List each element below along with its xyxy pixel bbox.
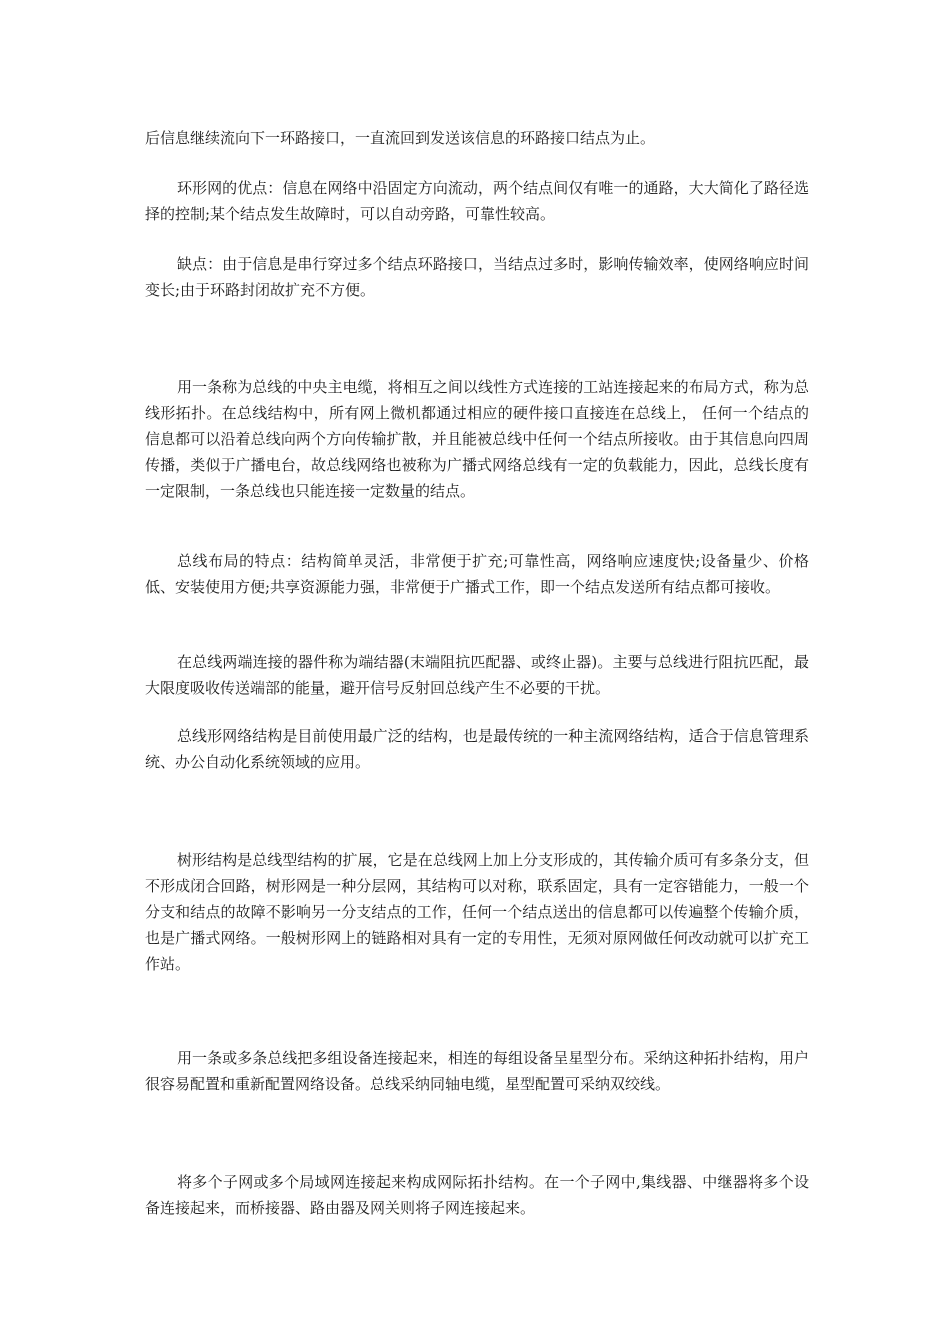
paragraph-bus-usage: 总线形网络结构是目前使用最广泛的结构，也是最传统的一种主流网络结构，适合于信息管理系统、办公自动化系统领域的应用。 bbox=[145, 727, 809, 771]
paragraph-ring-disadvantages: 缺点：由于信息是串行穿过多个结点环路接口，当结点过多时，影响传输效率，使网络响应时间变长;由于环路封闭故扩充不方便。 bbox=[145, 255, 809, 299]
paragraph-tree-topology: 树形结构是总线型结构的扩展，它是在总线网上加上分支形成的，其传输介质可有多条分支，但不形成闭合回路，树形网是一种分层网，其结构可以对称，联系固定，具有一定容错能力，一般一个分支和结点的故障不影响另一分支结点的工作，任何一个结点送出的信息都可以传遍整个传输介质，也是广播式网络。一般树形网上的链路相对具有一定的专用性，无须对原网做任何改动就可以扩充工作站。 bbox=[145, 851, 809, 973]
paragraph-ring-continuation: 后信息继续流向下一环路接口，一直流回到发送该信息的环路接口结点为止。 bbox=[145, 129, 656, 147]
paragraph-bus-features: 总线布局的特点：结构简单灵活，非常便于扩充;可靠性高，网络响应速度快;设备量少、价格低、安装使用方便;共享资源能力强，非常便于广播式工作，即一个结点发送所有结点都可接收。 bbox=[145, 552, 809, 596]
paragraph-terminator: 在总线两端连接的器件称为端结器(末端阻抗匹配器、或终止器)。主要与总线进行阻抗匹配，最大限度吸收传送端部的能量，避开信号反射回总线产生不必要的干扰。 bbox=[145, 653, 809, 697]
paragraph-bus-definition: 用一条称为总线的中央主电缆，将相互之间以线性方式连接的工站连接起来的布局方式，称为总线形拓扑。在总线结构中，所有网上微机都通过相应的硬件接口直接连在总线上， 任何一个结点的信息都可以沿着总线向两个方向传输扩散，并且能被总线中任何一个结点所接收。由于其信息向四周传播，类似于广播电台，故总线网络也被称为广播式网络总线有一定的负载能力，因此，总线长度有一定限制，一条总线也只能连接一定数量的结点。 bbox=[145, 378, 809, 500]
paragraph-internetwork-topology: 将多个子网或多个局域网连接起来构成网际拓扑结构。在一个子网中,集线器、中继器将多个设备连接起来，而桥接器、路由器及网关则将子网连接起来。 bbox=[145, 1173, 809, 1217]
paragraph-ring-advantages: 环形网的优点：信息在网络中沿固定方向流动，两个结点间仅有唯一的通路，大大简化了路径选择的控制;某个结点发生故障时，可以自动旁路，可靠性较高。 bbox=[145, 179, 809, 223]
paragraph-star-bus-topology: 用一条或多条总线把多组设备连接起来，相连的每组设备呈星型分布。采纳这种拓扑结构，用户很容易配置和重新配置网络设备。总线采纳同轴电缆，星型配置可采纳双绞线。 bbox=[145, 1049, 809, 1093]
